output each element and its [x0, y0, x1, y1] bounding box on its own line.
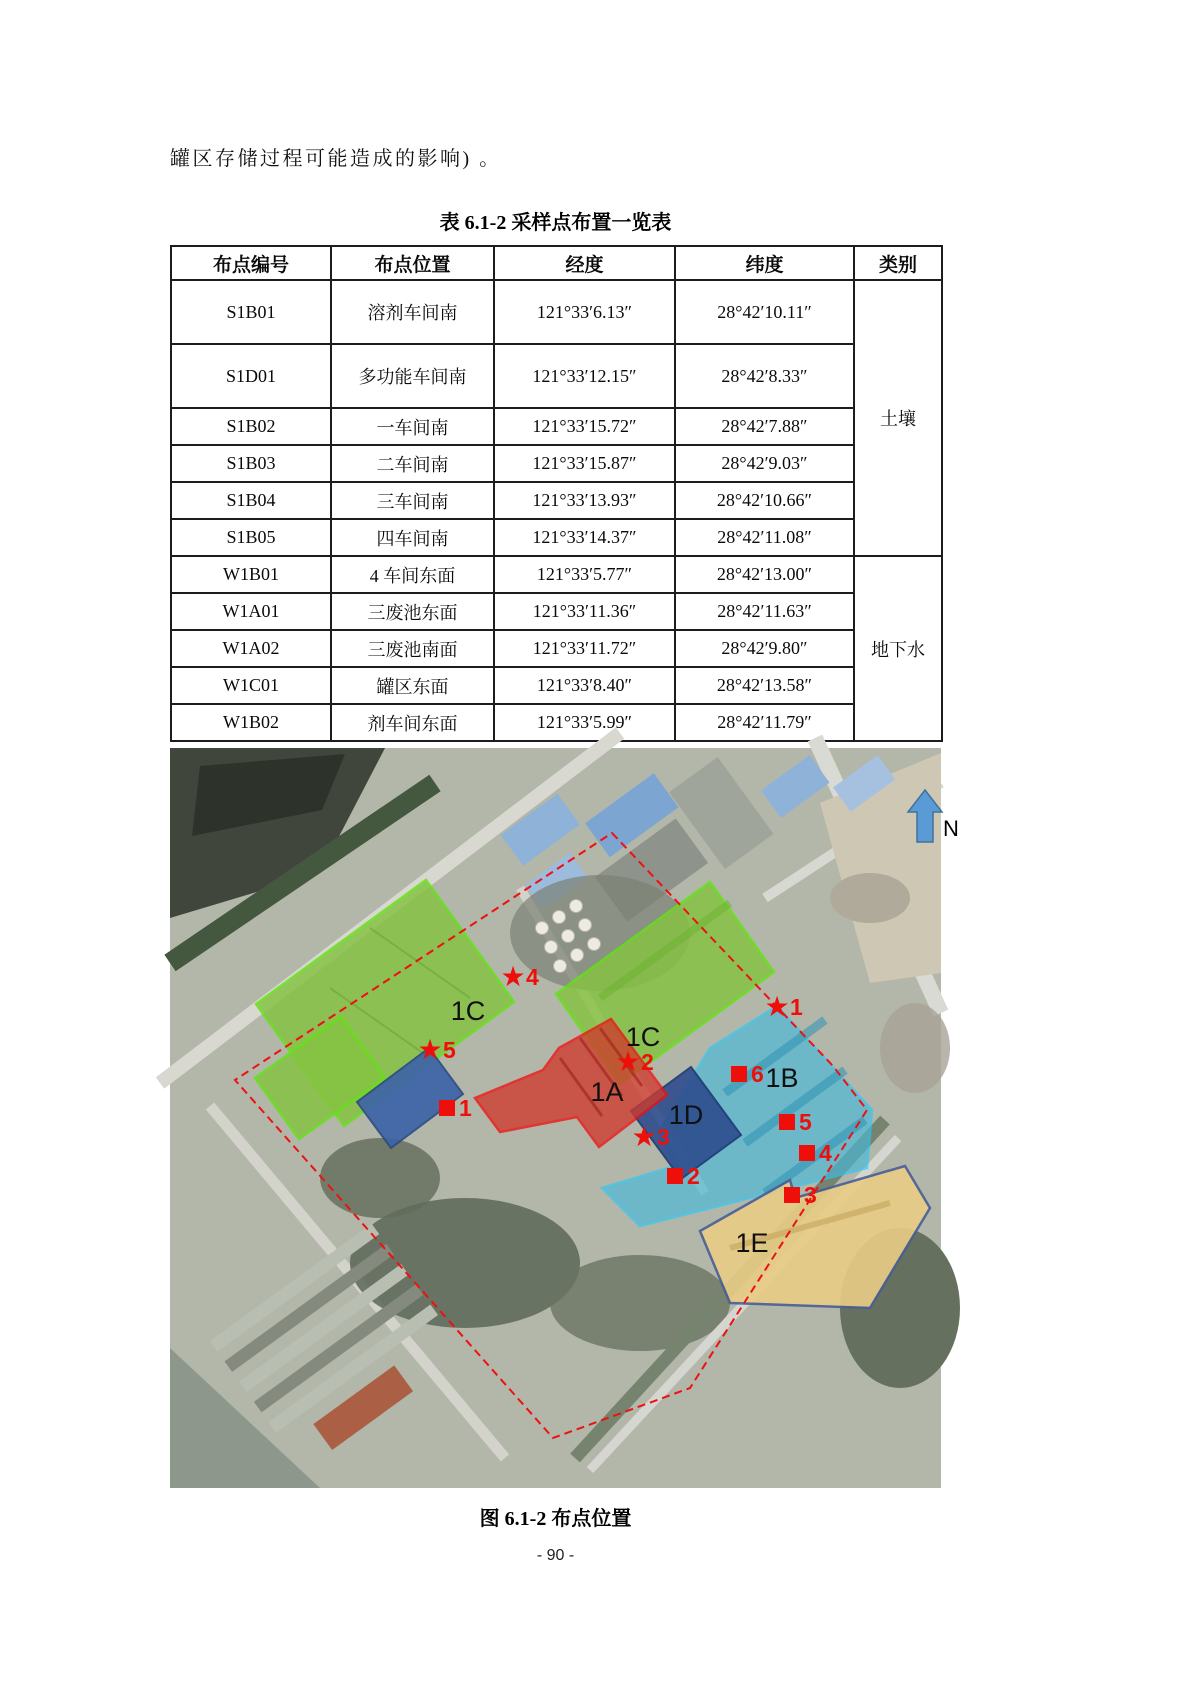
table-cell: 121°33′15.72″: [494, 408, 675, 445]
table-cell: 121°33′15.87″: [494, 445, 675, 482]
site-map-figure: [170, 748, 959, 1488]
table-cell: 121°33′5.77″: [494, 556, 675, 593]
table-cell: S1D01: [171, 344, 331, 408]
table-cell: 121°33′6.13″: [494, 280, 675, 344]
square-marker-number: 3: [804, 1182, 817, 1208]
star-marker-icon: ★: [417, 1035, 443, 1066]
zone-label: 1E: [735, 1228, 769, 1258]
table-cell: S1B05: [171, 519, 331, 556]
table-cell: 121°33′14.37″: [494, 519, 675, 556]
table-cell: S1B03: [171, 445, 331, 482]
table-cell: W1A02: [171, 630, 331, 667]
square-marker-icon: [799, 1145, 815, 1161]
table-cell: S1B02: [171, 408, 331, 445]
table-cell: 121°33′5.99″: [494, 704, 675, 741]
table-cell: 四车间南: [331, 519, 494, 556]
star-marker-icon: ★: [764, 992, 790, 1023]
column-header: 经度: [494, 246, 675, 280]
table-cell: 一车间南: [331, 408, 494, 445]
table-cell: W1B01: [171, 556, 331, 593]
table-cell: W1C01: [171, 667, 331, 704]
zone-label: 1B: [765, 1063, 799, 1093]
star-marker-icon: ★: [500, 962, 526, 993]
greenery-inside-3: [320, 1138, 440, 1218]
column-header: 布点位置: [331, 246, 494, 280]
table-cell: 28°42′10.66″: [675, 482, 854, 519]
category-cell: 地下水: [854, 556, 942, 741]
table-cell: 三废池南面: [331, 630, 494, 667]
table-cell: 4 车间东面: [331, 556, 494, 593]
table-row: [171, 519, 942, 556]
table-row: [171, 704, 942, 741]
table-cell: 28°42′13.00″: [675, 556, 854, 593]
star-marker-number: 4: [526, 964, 539, 990]
table-cell: 28°42′10.11″: [675, 280, 854, 344]
table-row: [171, 445, 942, 482]
page-number: - 90 -: [536, 1547, 575, 1564]
zone-label: 1A: [590, 1077, 624, 1107]
table-cell: 三车间南: [331, 482, 494, 519]
table-cell: 121°33′12.15″: [494, 344, 675, 408]
square-marker-number: 4: [819, 1140, 832, 1166]
table-row: [171, 667, 942, 704]
star-marker-icon: ★: [631, 1122, 657, 1153]
zone-label: 1C: [450, 996, 486, 1026]
table-cell: 溶剂车间南: [331, 280, 494, 344]
square-marker-icon: [779, 1114, 795, 1130]
table-row: [171, 408, 942, 445]
square-marker-number: 5: [799, 1109, 812, 1135]
column-header: 布点编号: [171, 246, 331, 280]
table-cell: W1A01: [171, 593, 331, 630]
dirt-blob-2: [880, 1003, 950, 1093]
table-row: [171, 344, 942, 408]
table-cell: 28°42′8.33″: [675, 344, 854, 408]
square-marker-icon: [784, 1187, 800, 1203]
square-marker-number: 2: [687, 1163, 700, 1189]
greenery-inside-2: [550, 1255, 730, 1351]
table-cell: 121°33′13.93″: [494, 482, 675, 519]
table-row: [171, 280, 942, 344]
star-marker-number: 2: [641, 1049, 654, 1075]
sampling-point-table: [170, 245, 943, 742]
table-cell: 罐区东面: [331, 667, 494, 704]
intro-paragraph: 罐区存储过程可能造成的影响) 。: [170, 148, 502, 170]
table-cell: 28°42′11.08″: [675, 519, 854, 556]
category-cell: 土壤: [854, 280, 942, 556]
dirt-blob: [830, 873, 910, 923]
figure-caption: 图 6.1-2 布点位置: [479, 1508, 632, 1530]
table-cell: 28°42′13.58″: [675, 667, 854, 704]
north-label: N: [943, 816, 959, 841]
star-marker-number: 5: [443, 1037, 456, 1063]
square-marker-number: 1: [459, 1095, 472, 1121]
column-header: 纬度: [675, 246, 854, 280]
table-cell: 28°42′11.63″: [675, 593, 854, 630]
table-row: [171, 482, 942, 519]
table-row: [171, 556, 942, 593]
site-map: [170, 748, 959, 1488]
zone-label: 1D: [668, 1100, 704, 1130]
square-marker-icon: [731, 1066, 747, 1082]
square-marker-icon: [667, 1168, 683, 1184]
table-row: [171, 630, 942, 667]
table-cell: W1B02: [171, 704, 331, 741]
page-content: [170, 0, 959, 1565]
star-marker-icon: ★: [615, 1047, 641, 1078]
table-cell: 三废池东面: [331, 593, 494, 630]
table-cell: 剂车间东面: [331, 704, 494, 741]
table-title: 表 6.1-2 采样点布置一览表: [439, 212, 672, 234]
table-cell: 二车间南: [331, 445, 494, 482]
square-marker-number: 6: [751, 1061, 764, 1087]
table-cell: 多功能车间南: [331, 344, 494, 408]
table-cell: 28°42′9.80″: [675, 630, 854, 667]
square-marker-icon: [439, 1100, 455, 1116]
zone-label: 1C: [625, 1022, 661, 1052]
table-cell: 28°42′11.79″: [675, 704, 854, 741]
table-cell: 121°33′8.40″: [494, 667, 675, 704]
star-marker-number: 3: [657, 1124, 670, 1150]
star-marker-number: 1: [790, 994, 803, 1020]
table-cell: S1B01: [171, 280, 331, 344]
table-cell: 121°33′11.36″: [494, 593, 675, 630]
table-cell: 28°42′7.88″: [675, 408, 854, 445]
table-cell: S1B04: [171, 482, 331, 519]
table-body: [171, 280, 942, 741]
table-header-row: [171, 246, 942, 280]
table-cell: 121°33′11.72″: [494, 630, 675, 667]
column-header: 类别: [854, 246, 942, 280]
table-cell: 28°42′9.03″: [675, 445, 854, 482]
table-row: [171, 593, 942, 630]
